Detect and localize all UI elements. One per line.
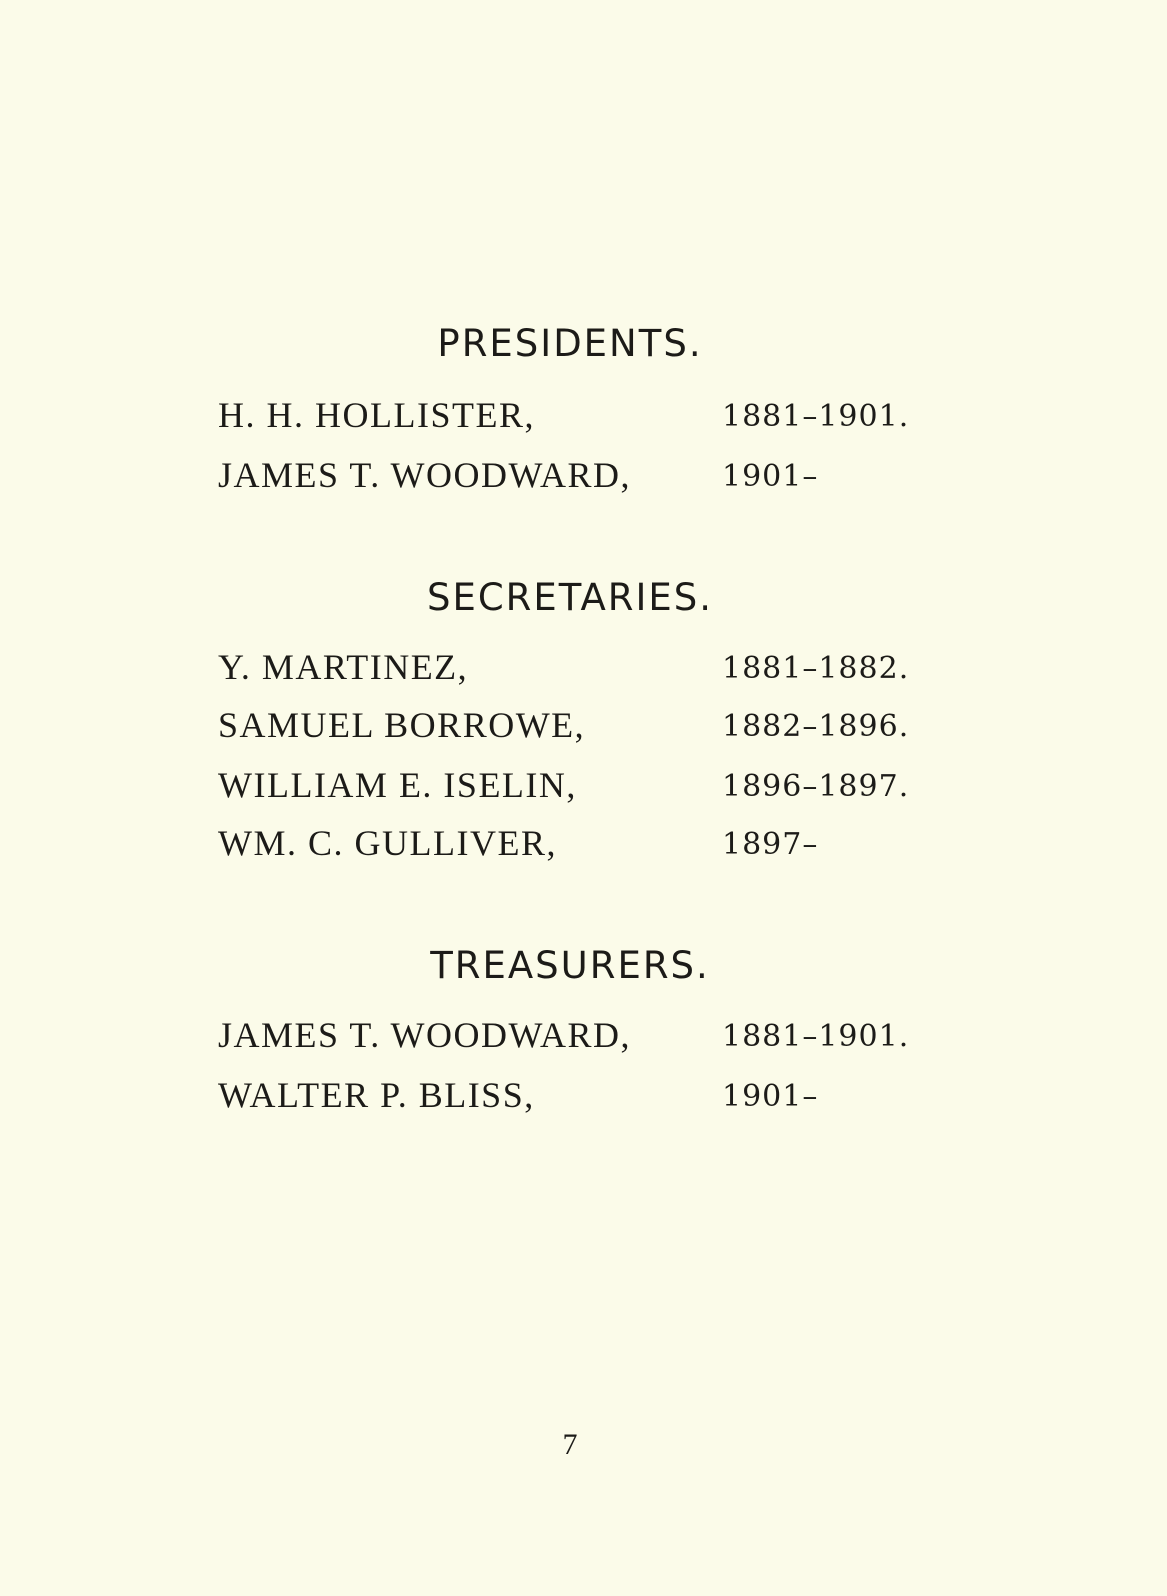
section-heading-secretaries: SECRETARIES.	[426, 576, 714, 619]
section-heading-presidents: PRESIDENTS.	[437, 322, 703, 365]
term-years: 1882–1896.	[722, 709, 910, 744]
term-years: 1881–1882.	[722, 651, 910, 686]
list-item	[218, 394, 918, 440]
officer-name: WALTER P. BLISS,	[218, 1075, 535, 1115]
officer-name: JAMES T. WOODWARD,	[218, 455, 632, 495]
list-item	[218, 1014, 918, 1060]
list-item	[218, 454, 918, 500]
officer-name: JAMES T. WOODWARD,	[218, 1015, 632, 1055]
list-item	[218, 764, 918, 810]
list-item	[218, 1074, 918, 1120]
term-years: 1896–1897.	[722, 769, 910, 804]
term-years: 1897–	[722, 827, 819, 862]
term-years: 1901–	[722, 459, 819, 494]
list-item	[218, 822, 918, 868]
officer-name: WILLIAM E. ISELIN,	[218, 765, 577, 805]
officer-name: WM. C. GULLIVER,	[218, 823, 557, 863]
officer-name: Y. MARTINEZ,	[218, 647, 469, 687]
officer-name: H. H. HOLLISTER,	[218, 395, 535, 435]
term-years: 1881–1901.	[722, 399, 910, 434]
list-item	[218, 704, 918, 750]
officer-name: SAMUEL BORROWE,	[218, 705, 586, 745]
page-number: 7	[562, 1428, 578, 1461]
term-years: 1881–1901.	[722, 1019, 910, 1054]
section-heading-treasurers: TREASURERS.	[430, 944, 710, 987]
list-item	[218, 646, 918, 692]
term-years: 1901–	[722, 1079, 819, 1114]
